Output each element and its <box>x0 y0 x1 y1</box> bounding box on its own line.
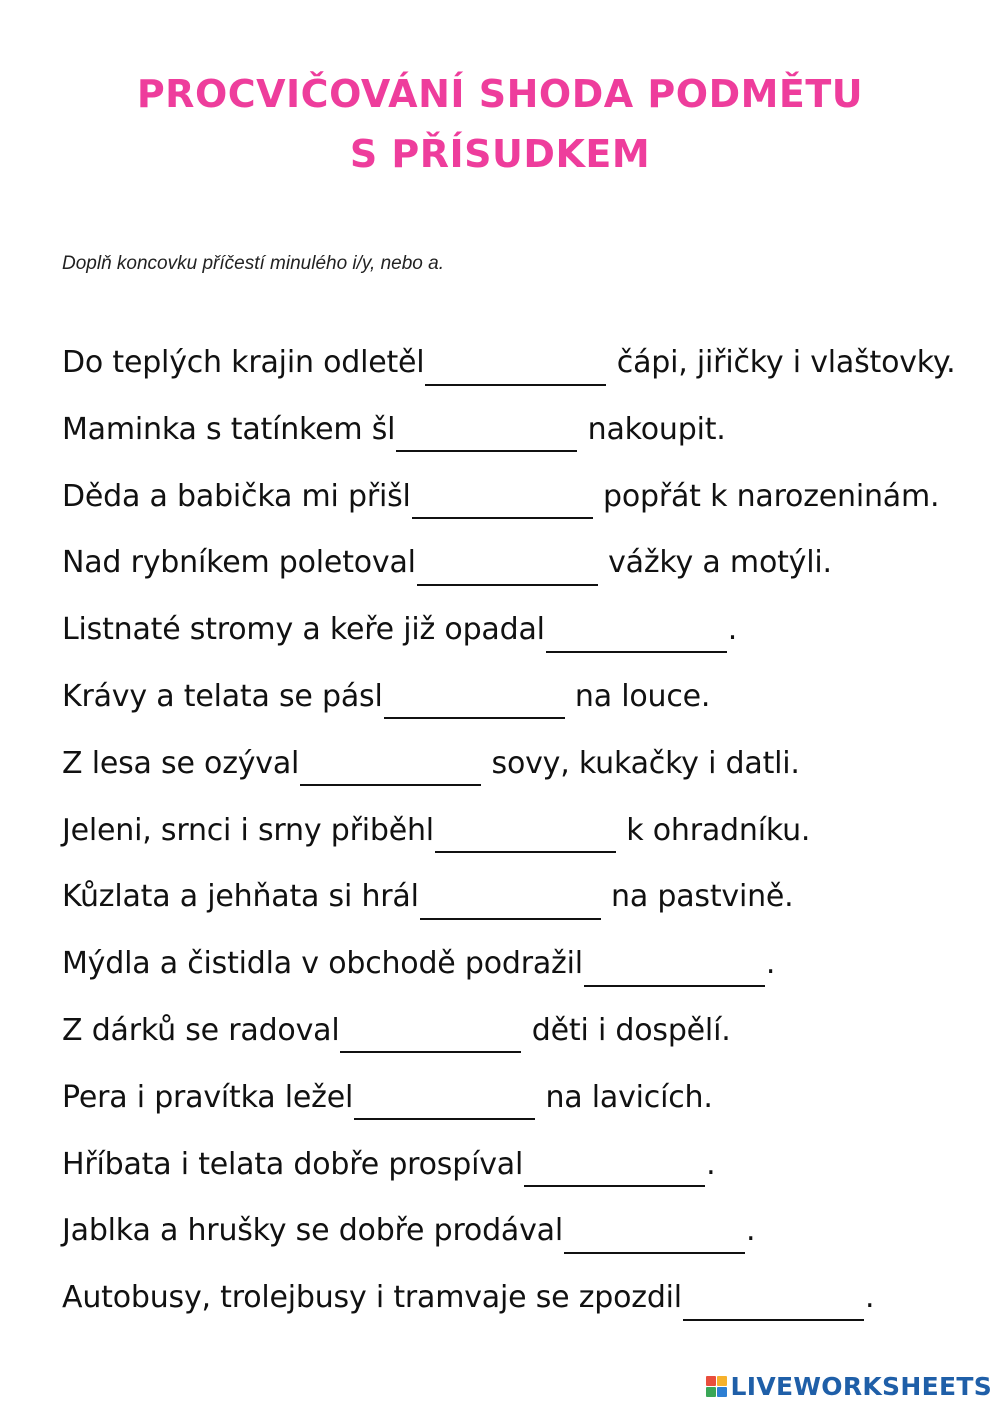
sentence-text-after: . <box>727 612 738 648</box>
sentence-6 <box>62 672 962 739</box>
page-title <box>0 64 1000 184</box>
answer-blank-8[interactable] <box>435 819 616 853</box>
sentence-text-after: . <box>765 946 776 982</box>
sentence-text-after: čápi, jiřičky i vlaštovky. <box>607 345 956 380</box>
sentence-text-after: vážky a motýli. <box>598 545 832 581</box>
sentence-5 <box>62 605 962 672</box>
answer-blank-6[interactable] <box>384 685 565 719</box>
sentence-text-before: Jablka a hrušky se dobře prodával <box>62 1213 563 1249</box>
sentence-text-before: Krávy a telata se pásl <box>62 678 383 714</box>
page-title-line-2: S PŘÍSUDKEM <box>349 132 651 176</box>
sentence-text-before: Pera i pravítka ležel <box>62 1079 354 1115</box>
sentence-text-after: . <box>706 1146 716 1182</box>
sentence-text-after: na louce. <box>565 678 711 714</box>
answer-blank-14[interactable] <box>564 1220 745 1254</box>
answer-blank-5[interactable] <box>546 619 727 653</box>
sentence-text-after: nakoupit. <box>578 411 726 447</box>
sentence-text-after: na pastvině. <box>601 879 794 915</box>
answer-blank-9[interactable] <box>420 886 601 920</box>
answer-blank-7[interactable] <box>300 752 481 786</box>
sentence-12 <box>62 1073 962 1140</box>
sentence-text-before: Jeleni, srnci i srny přiběhl <box>62 812 434 848</box>
sentence-text-before: Kůzlata a jehňata si hrál <box>62 879 419 915</box>
sentence-9 <box>62 872 962 939</box>
sentence-1 <box>62 338 962 405</box>
sentence-13 <box>62 1140 962 1207</box>
sentence-text-before: Nad rybníkem poletoval <box>62 545 416 581</box>
sentence-14 <box>62 1206 962 1273</box>
sentence-text-before: Děda a babička mi přišl <box>62 478 411 514</box>
logo-text: LIVEWORKSHEETS <box>730 1372 992 1401</box>
page-title-line-1: PROCVIČOVÁNÍ SHODA PODMĚTU <box>136 72 864 116</box>
answer-blank-12[interactable] <box>354 1086 535 1120</box>
answer-blank-3[interactable] <box>412 485 593 519</box>
sentence-text-after: k ohradníku. <box>616 812 811 848</box>
logo-square-red <box>706 1376 716 1386</box>
logo-square-yellow <box>717 1376 727 1386</box>
answer-blank-11[interactable] <box>340 1019 521 1053</box>
sentence-text-after: . <box>864 1280 875 1316</box>
sentence-list <box>62 338 962 1340</box>
sentence-text-after: popřát k narozeninám. <box>593 478 940 514</box>
logo-square-green <box>706 1387 716 1397</box>
sentence-10 <box>62 939 962 1006</box>
answer-blank-13[interactable] <box>524 1153 705 1187</box>
sentence-text-before: Maminka s tatínkem šl <box>62 411 396 447</box>
logo-square-blue <box>717 1387 727 1397</box>
sentence-text-before: Hříbata i telata dobře prospíval <box>62 1146 524 1182</box>
sentence-text-after: na lavicích. <box>536 1079 713 1115</box>
liveworksheets-logo[interactable] <box>706 1372 992 1401</box>
liveworksheets-logo-icon <box>706 1376 727 1397</box>
answer-blank-4[interactable] <box>417 552 598 586</box>
answer-blank-1[interactable] <box>425 352 606 386</box>
sentence-2 <box>62 405 962 472</box>
answer-blank-2[interactable] <box>396 418 577 452</box>
sentence-15 <box>62 1273 962 1340</box>
sentence-text-before: Do teplých krajin odletěl <box>62 345 425 380</box>
sentence-3 <box>62 472 962 539</box>
instruction-text: Doplň koncovku příčestí minulého i/y, nebo a. <box>62 253 444 274</box>
sentence-text-before: Mýdla a čistidla v obchodě podražil <box>62 946 583 982</box>
sentence-11 <box>62 1006 962 1073</box>
sentence-text-before: Listnaté stromy a keře již opadal <box>62 612 545 648</box>
sentence-4 <box>62 538 962 605</box>
sentence-text-before: Z lesa se ozýval <box>62 745 300 781</box>
sentence-text-before: Autobusy, trolejbusy i tramvaje se zpozdil <box>62 1280 682 1316</box>
sentence-text-after: sovy, kukačky i datli. <box>482 745 800 781</box>
sentence-text-before: Z dárků se radoval <box>62 1012 340 1048</box>
sentence-8 <box>62 806 962 873</box>
answer-blank-15[interactable] <box>683 1287 864 1321</box>
sentence-text-after: . <box>745 1213 756 1249</box>
sentence-text-after: děti i dospělí. <box>522 1012 731 1048</box>
sentence-7 <box>62 739 962 806</box>
answer-blank-10[interactable] <box>584 953 765 987</box>
